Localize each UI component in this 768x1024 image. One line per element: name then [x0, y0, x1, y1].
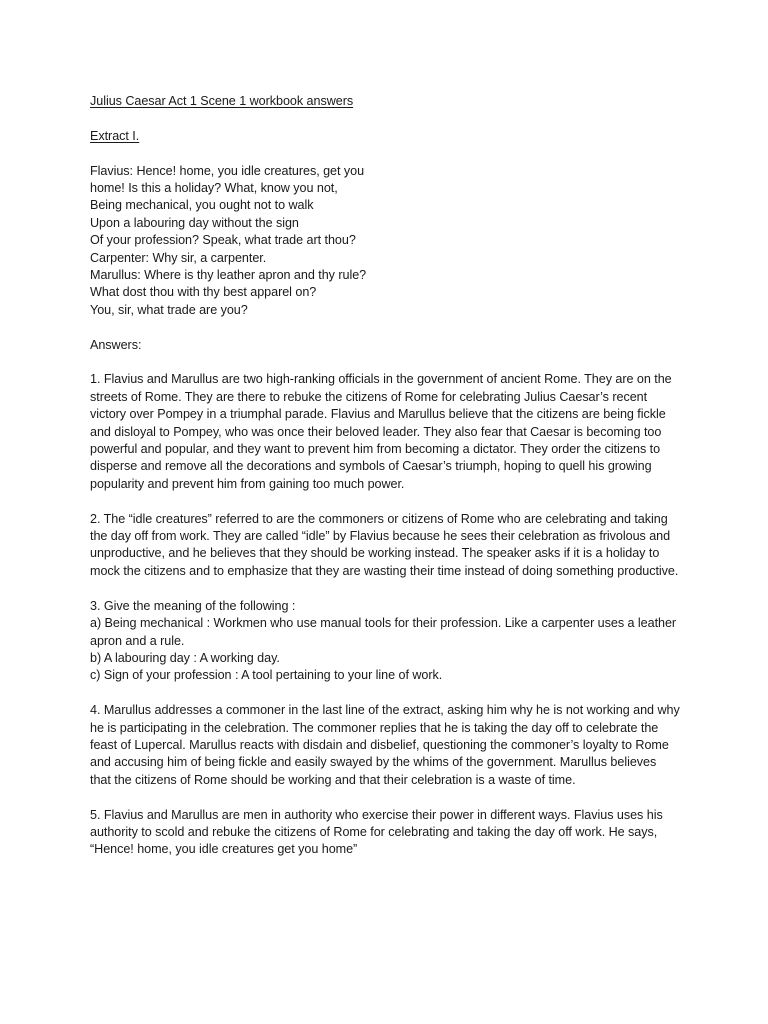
document-page — [90, 93, 680, 876]
extract-line: You, sir, what trade are you? — [90, 302, 248, 317]
extract-label: Extract I. — [90, 128, 140, 143]
answer-3-a: a) Being mechanical : Workmen who use manual tools for their profession. Like a carpenter uses a leather apron and a rule. — [90, 616, 677, 648]
extract-line: Being mechanical, you ought not to walk — [90, 198, 314, 213]
answer-2: 2. The “idle creatures” referred to are the commoners or citizens of Rome who are celebrating and taking the day off from work. They are called “idle” by Flavius because he sees their celebration as frivolous and unproductive, and he believes that they should be working instead. The speaker asks if it is a holiday to mock the citizens and to emphasize that they are wasting their time instead of doing something productive. — [90, 511, 679, 578]
answer-3-b: b) A labouring day : A working day. — [90, 650, 280, 665]
extract-line: home! Is this a holiday? What, know you not, — [90, 181, 338, 195]
extract-line: What dost thou with thy best apparel on? — [90, 285, 317, 300]
answer-5: 5. Flavius and Marullus are men in authority who exercise their power in different ways. Flavius uses his authority to scold and rebuke the citizens of Rome for celebrating and taking the day off work. He says, “Hence! home, you idle creatures get you home” — [90, 807, 663, 857]
answer-3-c: c) Sign of your profession : A tool pertaining to your line of work. — [90, 668, 443, 683]
extract-line: Upon a labouring day without the sign — [90, 215, 299, 230]
answer-4: 4. Marullus addresses a commoner in the last line of the extract, asking him why he is not working and why he is participating in the celebration. The commoner replies that he is taking the day off to celebrate the feast of Lupercal. Marullus reacts with disdain and disbelief, questioning the commoner’s loyalty to Rome and accusing him of being fickle and easily swayed by the whims of the government. Marullus believes that the citizens of Rome should be working and that their celebration is a waste of time. — [90, 703, 680, 787]
extract-line: Flavius: Hence! home, you idle creatures, get you — [90, 163, 365, 178]
extract-line: Marullus: Where is thy leather apron and thy rule? — [90, 268, 367, 283]
extract-passage — [90, 163, 680, 320]
extract-line: Carpenter: Why sir, a carpenter. — [90, 250, 267, 265]
answers-heading: Answers: — [90, 337, 142, 352]
extract-line: Of your profession? Speak, what trade art thou? — [90, 233, 356, 248]
answer-1: 1. Flavius and Marullus are two high-ranking officials in the government of ancient Rome. They are on the streets of Rome. They are there to rebuke the citizens of Rome for celebrating Julius Caesar’s recent victory over Pompey in a triumphal parade. Flavius and Marullus believe that the citizens are being fickle and disloyal to Pompey, who was once their beloved leader. They also fear that Caesar is becoming too powerful and popular, and they want to prevent him from becoming a dictator. They order the citizens to disperse and remove all the decorations and symbols of Caesar’s triumph, hoping to quell his growing popularity and prevent him from gaining too much power. — [90, 372, 672, 491]
answer-3-intro: 3. Give the meaning of the following : — [90, 598, 296, 613]
answer-3 — [90, 598, 680, 685]
document-title: Julius Caesar Act 1 Scene 1 workbook answers — [90, 94, 354, 108]
